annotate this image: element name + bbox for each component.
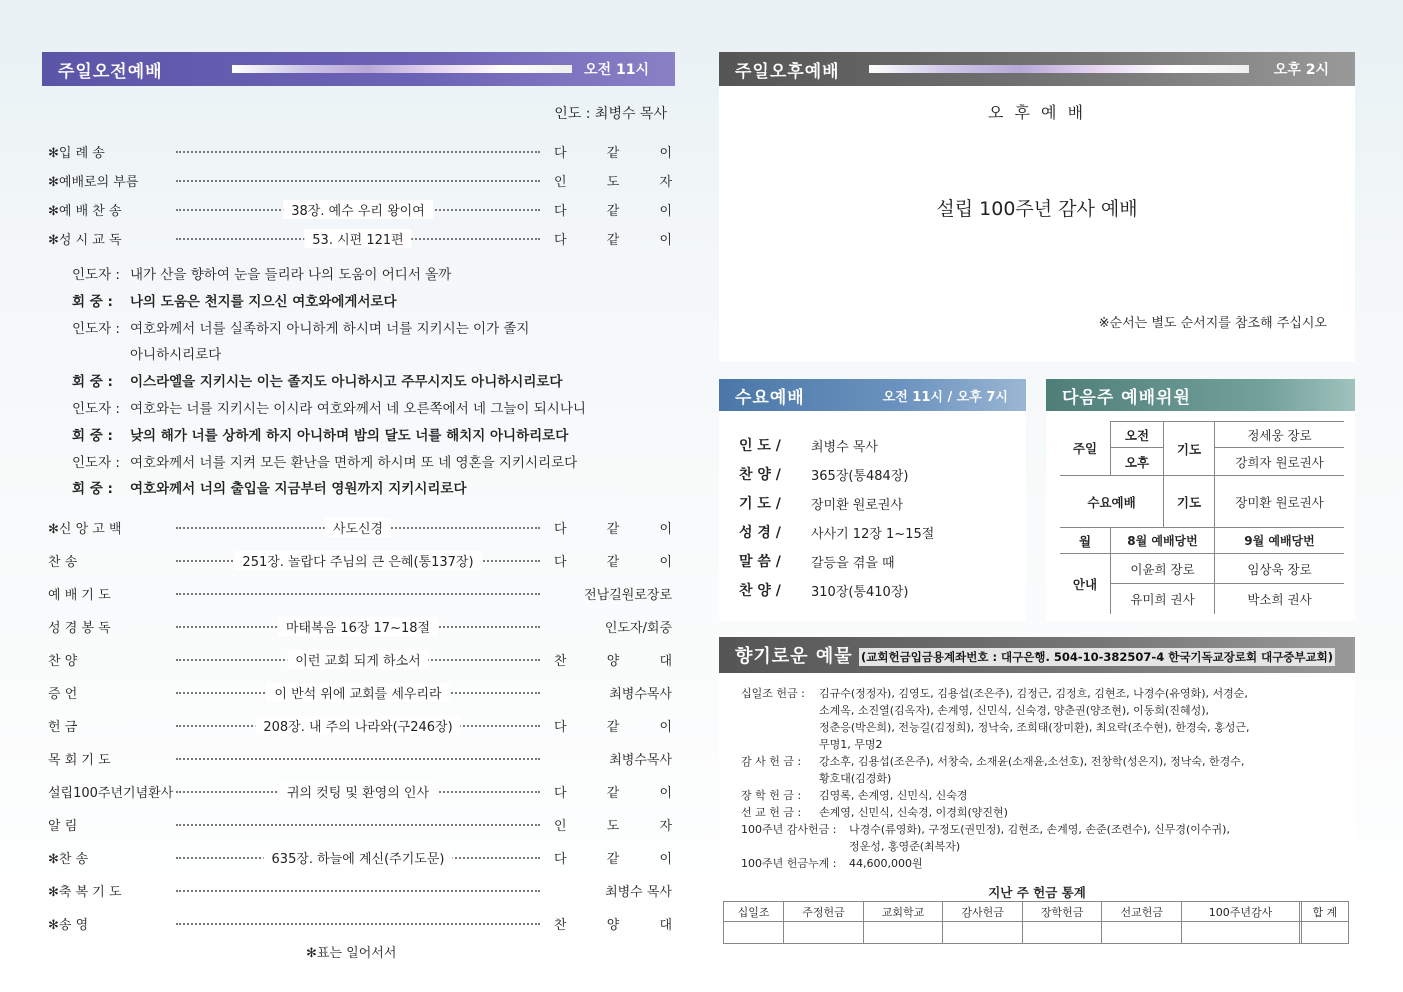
performer-part: 다 (554, 203, 567, 219)
leader-dots (176, 593, 540, 595)
wednesday-label: 말 씀 / (739, 554, 781, 570)
committee-wed: 수요예배 (1060, 476, 1164, 528)
wednesday-value: 장미환 원로권사 (811, 498, 904, 513)
order-item (42, 780, 672, 802)
stats-value (784, 922, 864, 944)
performer-part: 인도자/회중 (604, 620, 672, 636)
order-item (42, 912, 672, 934)
afternoon-header (719, 52, 1355, 86)
committee-sep2: 박소희 권사 (1215, 584, 1345, 614)
stats-value (1022, 922, 1102, 944)
order-item (42, 582, 672, 604)
committee-wed-prayer: 기도 (1164, 476, 1215, 528)
afternoon-heading: 오 후 예 배 (987, 103, 1087, 122)
stats-value (724, 922, 784, 944)
leader-dots (176, 824, 540, 826)
responsive-text: 여호와께서 너를 실족하지 아니하게 하시며 너를 지키시는 이가 졸지 (130, 320, 530, 337)
offering-account: (교회헌금입금용계좌번호 : 대구은행. 504-10-382507-4 한국기독교장로회 대구중부교회) (861, 650, 1333, 664)
order-performer (554, 782, 672, 801)
order-performer (554, 142, 672, 161)
order-content: 이런 교회 되게 하소서 (287, 650, 428, 669)
committee-title: 다음주 예배위원 (1062, 387, 1191, 408)
committee-sep1: 임상욱 장로 (1215, 554, 1345, 584)
wednesday-value: 310장(통410장) (811, 585, 909, 600)
responsive-text: 여호와께서 너를 지켜 모든 환난을 면하게 하시며 또 네 영혼을 지키시리로다 (130, 454, 578, 471)
stats-value (863, 922, 943, 944)
offering-names: 나경수(류영화), 구정도(권민정), 김현조, 손계영, 손준(조련수), 신무경(이수귀), (849, 823, 1230, 836)
wednesday-value: 갈등을 겪을 때 (811, 556, 895, 571)
offering-names: 무명1, 무명2 (819, 738, 883, 751)
performer-part: 이 (659, 203, 672, 219)
order-label: 성 경 봉 독 (48, 620, 111, 636)
performer-part: 다 (554, 785, 567, 801)
responsive-line (72, 290, 397, 310)
order-content: 사도신경 (325, 518, 391, 537)
performer-part: 최병수 목사 (605, 884, 672, 900)
responsive-line (72, 424, 568, 444)
leader-dots (176, 758, 540, 760)
order-performer (554, 171, 672, 190)
performer-part: 이 (659, 145, 672, 161)
order-item (42, 879, 672, 901)
performer-part: 같 (606, 145, 620, 161)
stats-header: 합 계 (1301, 902, 1348, 922)
order-performer (554, 716, 672, 735)
committee-aug: 8월 예배당번 (1111, 528, 1215, 554)
wednesday-label: 찬 양 / (739, 583, 781, 599)
offering-names: 강소후, 김용섭(조은주), 서창숙, 소재윤(소재윤,소선호), 전창학(성은지), 정낙숙, 한경수, (819, 755, 1245, 768)
offering-label: 장 학 헌 금 : (741, 789, 802, 802)
stats-header: 주정헌금 (784, 902, 864, 922)
morning-title: 주일오전예배 (58, 61, 163, 82)
afternoon-note: ※순서는 별도 순서지를 참조해 주십시오 (1098, 316, 1327, 331)
order-label: ✻신 앙 고 백 (48, 521, 122, 537)
order-item (42, 846, 672, 868)
order-content: 208장. 내 주의 나라와(구246장) (255, 716, 460, 735)
order-label: 목 회 기 도 (48, 752, 111, 768)
performer-part: 같 (606, 851, 620, 867)
order-item (42, 747, 672, 769)
leader-dots (176, 890, 540, 892)
order-item (42, 549, 672, 571)
order-item (42, 227, 672, 249)
committee-guide: 안내 (1060, 554, 1111, 614)
responsive-line (72, 263, 451, 283)
order-label: 증 언 (48, 686, 78, 702)
committee-panel (1046, 411, 1355, 621)
leader-dots (176, 923, 540, 925)
offering-names: 손계영, 신민식, 신숙경, 이경희(양진현) (819, 806, 1008, 819)
responsive-line (72, 317, 529, 337)
order-label: ✻찬 송 (48, 851, 89, 867)
wednesday-time: 오전 11시 / 오후 7시 (882, 389, 1008, 405)
stats-header: 장학헌금 (1022, 902, 1102, 922)
order-content: 이 반석 위에 교회를 세우리라 (266, 683, 449, 702)
committee-prayer: 기도 (1164, 422, 1215, 476)
wednesday-title: 수요예배 (735, 387, 805, 408)
offering-title: 향기로운 예물 (735, 646, 853, 667)
stats-header: 100주년감사 (1182, 902, 1300, 922)
order-performer (554, 229, 672, 248)
stats-header: 십일조 (724, 902, 784, 922)
performer-part: 이 (659, 521, 672, 537)
performer-part: 양 (606, 653, 620, 669)
leader-dots (176, 180, 540, 182)
performer-part: 양 (606, 917, 620, 933)
committee-pm: 오후 (1111, 448, 1164, 476)
performer-part: 이 (659, 554, 672, 570)
responsive-text: 이스라엘을 지키시는 이는 졸지도 아니하시고 주무시지도 아니하시리로다 (130, 374, 563, 391)
responsive-speaker: 인도자 : (72, 454, 120, 471)
order-label: ✻성 시 교 독 (48, 232, 122, 248)
responsive-text: 여호와는 너를 지키시는 이시라 여호와께서 네 오른쪽에서 네 그늘이 되시나니 (130, 401, 586, 417)
order-item (42, 198, 672, 220)
order-label: ✻입 례 송 (48, 145, 105, 161)
performer-part: 최병수목사 (609, 752, 672, 768)
performer-part: 다 (554, 554, 567, 570)
performer-part: 대 (659, 917, 672, 933)
responsive-line (72, 451, 577, 471)
responsive-text: 나의 도움은 천지를 지으신 여호와에게서로다 (130, 293, 397, 310)
order-item (42, 615, 672, 637)
performer-part: 도 (606, 818, 620, 834)
order-performer (554, 749, 672, 768)
header-stripe (869, 65, 1249, 73)
responsive-speaker: 인도자 : (72, 320, 120, 337)
performer-part: 최병수목사 (609, 686, 672, 702)
offering-panel (719, 673, 1355, 957)
wednesday-panel (719, 411, 1026, 621)
order-performer (554, 650, 672, 669)
order-performer (554, 683, 672, 702)
responsive-speaker: 회 중 : (72, 374, 113, 391)
responsive-speaker: 회 중 : (72, 481, 113, 498)
performer-part: 인 (554, 174, 567, 190)
responsive-text: 낮의 해가 너를 상하게 하지 아니하며 밤의 달도 너를 해치지 아니하리로다 (130, 427, 569, 444)
committee-month: 월 (1060, 528, 1111, 554)
offering-label: 선 교 헌 금 : (741, 806, 802, 819)
offering-label: 십일조 헌금 : (741, 687, 805, 700)
performer-part: 인 (554, 818, 567, 834)
order-label: 설립100주년기념환사 (48, 785, 174, 801)
order-label: 알 림 (48, 818, 78, 834)
stats-value (943, 922, 1023, 944)
order-item (42, 169, 672, 191)
performer-part: 이 (659, 851, 672, 867)
committee-am: 오전 (1111, 422, 1164, 448)
order-label: ✻축 복 기 도 (48, 884, 122, 900)
order-performer (554, 200, 672, 219)
order-item (42, 140, 672, 162)
responsive-speaker: 회 중 : (72, 427, 113, 444)
order-label: 헌 금 (48, 719, 78, 735)
performer-part: 같 (606, 554, 620, 570)
order-content: 마태복음 16장 17~18절 (278, 617, 438, 636)
wednesday-label: 성 경 / (739, 525, 781, 541)
stats-value (1301, 922, 1348, 944)
order-item (42, 813, 672, 835)
committee-aug2: 유미희 권사 (1111, 584, 1215, 614)
committee-header (1046, 379, 1355, 411)
stats-header: 선교헌금 (1102, 902, 1182, 922)
responsive-line (72, 397, 586, 417)
committee-wed-name: 장미환 원로권사 (1215, 476, 1345, 528)
order-label: 찬 송 (48, 554, 78, 570)
stats-value (1182, 922, 1300, 944)
offering-names: 김규수(정정자), 김영도, 김용섭(조은주), 김정근, 김정흐, 김현조, 나경수(유영화), 서경순, (819, 687, 1248, 700)
order-content: 251장. 놀랍다 주님의 큰 은혜(통137장) (234, 551, 481, 570)
order-label: ✻송 영 (48, 917, 89, 933)
order-label: 예 배 기 도 (48, 587, 111, 603)
order-label: ✻예 배 찬 송 (48, 203, 122, 219)
stats-header: 교회학교 (863, 902, 943, 922)
order-content: 53. 시편 121편 (304, 229, 411, 248)
wednesday-label: 기 도 / (739, 496, 781, 512)
performer-part: 다 (554, 232, 567, 248)
responsive-line (72, 343, 221, 363)
morning-time: 오전 11시 (584, 62, 649, 78)
committee-table (1060, 421, 1344, 614)
performer-part: 다 (554, 851, 567, 867)
header-stripe (232, 65, 572, 73)
order-performer (554, 881, 672, 900)
order-content: 635장. 하늘에 계신(주기도문) (264, 848, 453, 867)
performer-part: 이 (659, 719, 672, 735)
committee-sunday: 주일 (1060, 422, 1111, 476)
order-performer (554, 617, 672, 636)
morning-leader: 인도 : 최병수 목사 (554, 106, 667, 122)
wednesday-value: 365장(통484장) (811, 469, 909, 484)
stats-table (723, 901, 1349, 944)
wednesday-label: 인 도 / (739, 438, 781, 454)
stats-header: 감사헌금 (943, 902, 1023, 922)
standing-footnote: ✻표는 일어서서 (306, 946, 397, 961)
offering-label: 100주년 감사헌금 : (741, 823, 837, 836)
offering-names: 44,600,000원 (849, 857, 923, 870)
performer-part: 다 (554, 719, 567, 735)
leader-dots (176, 151, 540, 153)
stats-value-row (724, 922, 1349, 944)
committee-aug1: 이윤희 장로 (1111, 554, 1215, 584)
responsive-speaker: 인도자 : (72, 267, 120, 283)
order-label: ✻예배로의 부름 (48, 174, 139, 190)
afternoon-panel (719, 86, 1355, 362)
committee-am-name: 정세웅 장로 (1215, 422, 1345, 448)
afternoon-time: 오후 2시 (1273, 62, 1329, 78)
offering-label: 100주년 헌금누계 : (741, 857, 837, 870)
offering-names: 정운성, 홍영준(최복자) (849, 840, 961, 853)
wednesday-value: 사사기 12장 1~15절 (811, 527, 935, 542)
performer-part: 자 (659, 818, 672, 834)
responsive-speaker: 회 중 : (72, 293, 113, 310)
afternoon-title: 주일오후예배 (735, 61, 840, 82)
order-content: 귀의 컷팅 및 환영의 인사 (279, 782, 437, 801)
performer-part: 같 (606, 521, 620, 537)
stats-header-row (724, 902, 1349, 922)
offering-names: 황호대(김경화) (819, 772, 892, 785)
order-performer (554, 584, 672, 603)
performer-part: 찬 (554, 653, 567, 669)
offering-names: 정춘응(박은희), 전능길(김정희), 정낙숙, 조희태(장미환), 최요락(조수현), 한경숙, 홍성근, (819, 721, 1250, 734)
stats-title: 지난 주 헌금 통계 (988, 885, 1086, 900)
performer-part: 같 (606, 232, 620, 248)
performer-part: 자 (659, 174, 672, 190)
responsive-text: 여호와께서 너의 출입을 지금부터 영원까지 지키시리로다 (130, 481, 467, 498)
performer-part: 다 (554, 145, 567, 161)
order-performer (554, 518, 672, 537)
performer-part: 같 (606, 203, 620, 219)
performer-part: 찬 (554, 917, 567, 933)
performer-part: 대 (659, 653, 672, 669)
offering-names: 김영록, 손계영, 신민식, 신숙경 (819, 789, 968, 802)
performer-part: 이 (659, 232, 672, 248)
responsive-line (72, 477, 466, 497)
responsive-line (72, 370, 562, 390)
performer-part: 도 (606, 174, 620, 190)
order-item (42, 681, 672, 703)
order-item (42, 714, 672, 736)
offering-label: 감 사 헌 금 : (741, 755, 802, 768)
offering-header (719, 637, 1355, 673)
wednesday-value: 최병수 목사 (811, 440, 878, 455)
committee-pm-name: 강희자 원로권사 (1215, 448, 1345, 476)
stats-value (1102, 922, 1182, 944)
responsive-text: 아니하시리로다 (130, 347, 222, 364)
offering-names: 소계옥, 소진열(김옥자), 손계영, 신민식, 신숙경, 양춘권(양조현), 이동희(진혜성), (819, 704, 1209, 717)
order-item (42, 516, 672, 538)
order-label: 찬 양 (48, 653, 78, 669)
morning-panel (42, 88, 675, 968)
performer-part: 이 (659, 785, 672, 801)
order-content: 38장. 예수 우리 왕이여 (283, 200, 433, 219)
order-performer (554, 848, 672, 867)
responsive-speaker: 인도자 : (72, 401, 120, 417)
performer-part: 같 (606, 785, 620, 801)
wednesday-header (719, 379, 1026, 411)
committee-sep: 9월 예배당번 (1215, 528, 1345, 554)
order-performer (554, 914, 672, 933)
performer-part: 같 (606, 719, 620, 735)
afternoon-main: 설립 100주년 감사 예배 (936, 198, 1138, 220)
wednesday-label: 찬 양 / (739, 467, 781, 483)
morning-header (42, 52, 675, 86)
order-performer (554, 815, 672, 834)
order-performer (554, 551, 672, 570)
performer-part: 다 (554, 521, 567, 537)
responsive-text: 내가 산을 향하여 눈을 들리라 나의 도움이 어디서 올까 (130, 267, 452, 283)
performer-part: 전남길원로장로 (584, 587, 672, 603)
order-item (42, 648, 672, 670)
